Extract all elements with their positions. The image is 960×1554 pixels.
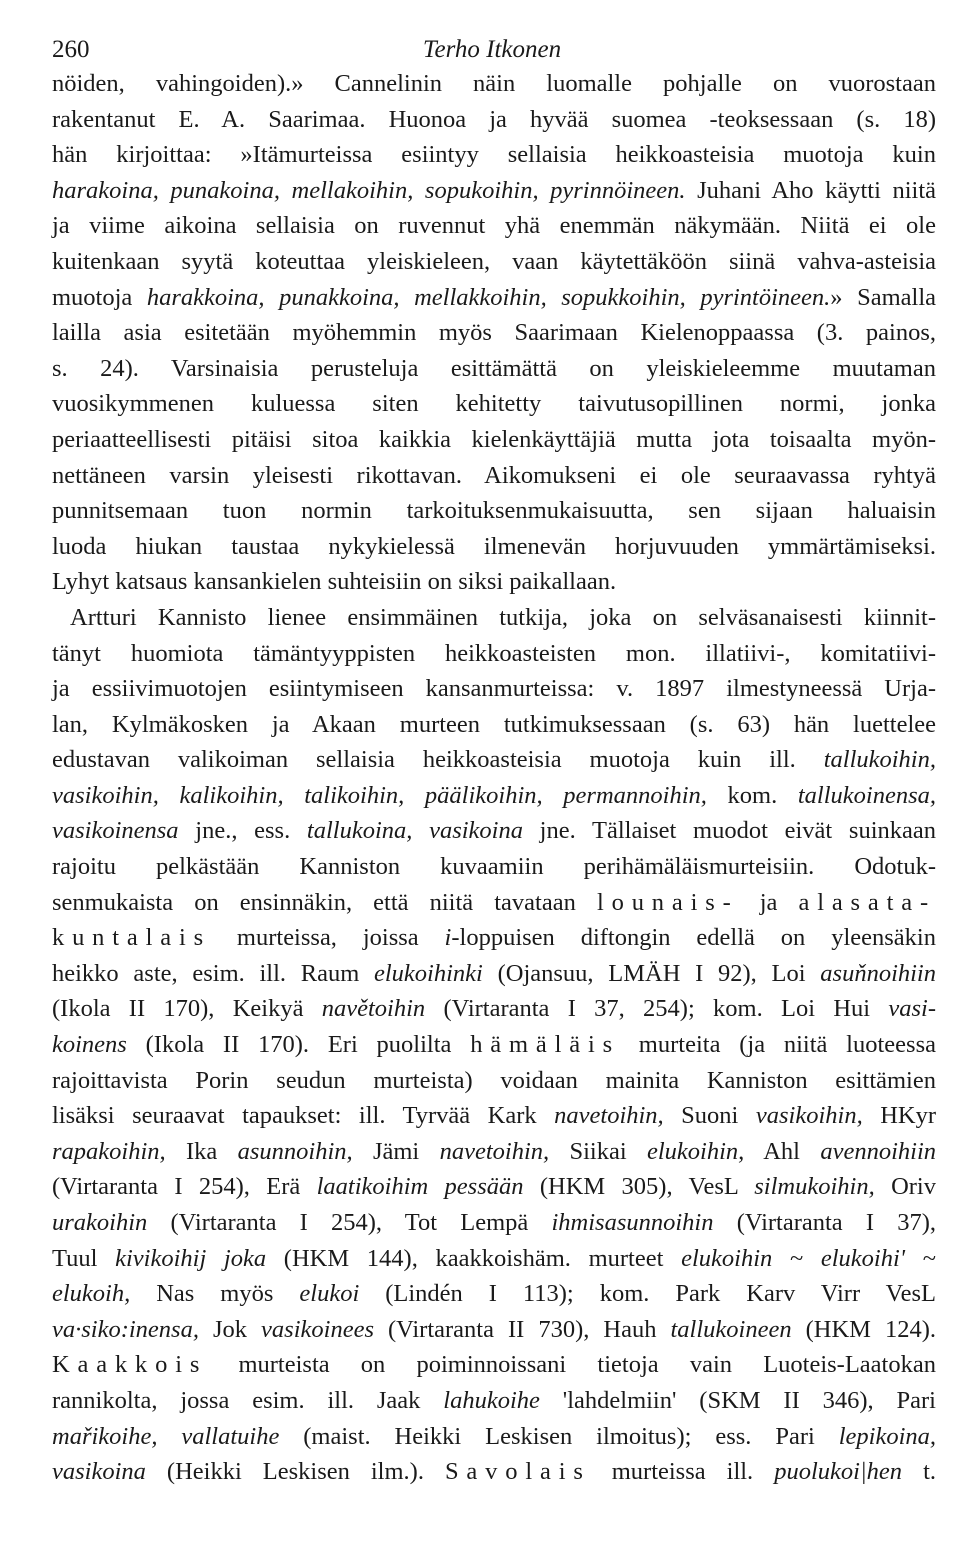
text-line <box>52 1347 936 1383</box>
italic-text: tallukoihin, <box>823 746 936 774</box>
text-segment: murteita (ja niitä luoteessa <box>620 1031 936 1059</box>
text-line <box>52 991 936 1027</box>
text-segment: (HKM 124). <box>791 1315 936 1343</box>
text-segment: rannikolta, jossa esim. ill. Jaak <box>52 1386 444 1414</box>
text-segment: (Lindén I 113); kom. Park Karv Virr VesL <box>359 1280 936 1308</box>
text-segment: 'lahdelmiin' (SKM II 346), Pari <box>539 1386 936 1414</box>
text-line <box>52 778 936 814</box>
italic-text: tallukoinensa, <box>797 781 936 809</box>
italic-text: harakkoina, punakkoina, mellakkoihin, sopukkoihin, pyrintöineen. <box>146 283 831 311</box>
text-segment: (Ojansuu, LMÄH I 92), Loi <box>482 959 821 987</box>
italic-text: elukoihin, <box>646 1137 745 1165</box>
text-segment: (Ikola II 170). Eri puolilta <box>126 1031 471 1059</box>
text-segment: HKyr <box>862 1102 936 1130</box>
text-segment: ~ <box>772 1244 821 1272</box>
text-segment: (HKM 305), VesL <box>523 1173 755 1201</box>
text-segment: Siikai <box>549 1137 647 1165</box>
text-segment: (Virtaranta I 254), Erä <box>52 1173 317 1201</box>
italic-text: lepikoina, <box>838 1422 936 1450</box>
spaced-text: Kaakkois <box>52 1351 208 1379</box>
text-segment: lailla asia esitetään myöhemmin myös Saarimaan Kielenoppaassa (3. painos, <box>52 319 936 347</box>
text-line <box>52 244 936 280</box>
text-segment: lan, Kylmäkosken ja Akaan murteen tutkimuksessaan (s. 63) hän luettelee <box>52 710 936 738</box>
text-line <box>52 173 936 209</box>
text-line <box>52 422 936 458</box>
italic-text: rapakoihin, <box>52 1137 166 1165</box>
text-line <box>52 600 936 636</box>
italic-text: asuňnoihiin <box>820 959 936 987</box>
text-segment: murteissa, joissa <box>211 924 445 952</box>
italic-text: vasikoinees <box>261 1315 374 1343</box>
spaced-text: Savolais <box>444 1458 591 1486</box>
text-line <box>52 885 936 921</box>
text-line <box>52 493 936 529</box>
text-line <box>52 849 936 885</box>
text-segment: muotoja <box>52 283 147 311</box>
italic-text: elukoi <box>299 1280 360 1308</box>
italic-text: navětoihin <box>321 995 426 1023</box>
italic-text: vasikoinensa <box>52 817 179 845</box>
text-segment: s. 24). Varsinaisia perusteluja esittämättä on yleiskieleemme muutaman <box>52 354 936 382</box>
text-segment: Lyhyt katsaus kansankielen suhteisiin on siksi paikallaan. <box>52 568 617 596</box>
text-segment: ja <box>738 888 799 916</box>
spaced-text: alasata- <box>798 888 937 916</box>
italic-text: kivikoihij joka <box>115 1244 267 1272</box>
italic-text: elukoih, <box>52 1280 131 1308</box>
italic-text: mařikoihe, vallatuihe <box>52 1422 280 1450</box>
text-segment: t. <box>902 1458 937 1486</box>
text-segment: senmukaista on ensinnäkin, että niitä tavataan <box>52 888 597 916</box>
italic-text: elukoihi' <box>820 1244 906 1272</box>
text-line <box>52 1205 936 1241</box>
italic-text: i <box>444 924 452 952</box>
text-segment: ~ <box>905 1244 936 1272</box>
text-line <box>52 1276 936 1312</box>
italic-text: navetoihin, <box>554 1102 664 1130</box>
text-segment: » Samalla <box>830 283 937 311</box>
text-segment: nettäneen varsin yleisesti rikottavan. Aikomukseni ei ole seuraavassa ryhtyä <box>52 461 936 489</box>
text-line <box>52 1383 936 1419</box>
text-line <box>52 208 936 244</box>
text-line <box>52 1063 936 1099</box>
text-segment: rajoittavista Porin seudun murteista) voidaan mainita Kanniston esittämien <box>52 1066 936 1094</box>
text-line <box>52 564 936 600</box>
text-segment: Tuul <box>52 1244 116 1272</box>
text-line <box>52 1241 936 1277</box>
spaced-text: kuntalais <box>52 924 212 952</box>
text-line <box>52 1098 936 1134</box>
text-line <box>52 315 936 351</box>
text-segment: jne. Tällaiset muodot eivät suinkaan <box>522 817 937 845</box>
text-segment: (Virtaranta I 37), <box>713 1209 937 1236</box>
text-segment: rakentanut E. A. Saarimaa. Huonoa ja hyvää suomea -teoksessaan (s. 18) <box>52 105 936 133</box>
italic-text: tallukoina, vasikoina <box>306 817 523 845</box>
text-line <box>52 636 936 672</box>
text-segment: edustavan valikoiman sellaisia heikkoasteisia muotoja kuin ill. <box>52 746 824 774</box>
text-segment: ja essiivimuotojen esiintymiseen kansanmurteissa: v. 1897 ilmestyneessä Urja- <box>52 675 936 703</box>
text-segment: luoda hiukan taustaa nykykielessä ilmenevän horjuvuuden ymmärtämiseksi. <box>52 532 936 560</box>
text-segment: Nas myös <box>130 1280 300 1308</box>
text-segment: rajoitu pelkästään Kanniston kuvaamiin perihämäläismurteisiin. Odotuk- <box>52 853 936 881</box>
text-line <box>52 1419 936 1455</box>
italic-text: laatikoihim pessään <box>316 1173 524 1201</box>
text-line <box>52 1027 936 1063</box>
text-segment: Artturi Kannisto lienee ensimmäinen tutkija, joka on selväsanaisesti kiinnit- <box>70 603 936 631</box>
text-segment: murteista on poiminnoissani tietoja vain Luoteis-Laatokan <box>207 1351 936 1379</box>
text-line <box>52 66 936 102</box>
text-segment: heikko aste, esim. ill. Raum <box>52 959 374 987</box>
italic-text: vasi- <box>888 995 936 1023</box>
text-segment: Ika <box>165 1137 238 1165</box>
text-segment: lisäksi seuraavat tapaukset: ill. Tyrvää Kark <box>52 1102 555 1130</box>
italic-text: elukoihinki <box>374 959 483 987</box>
italic-text: puolukoi|hen <box>774 1458 903 1486</box>
text-segment: Jok <box>198 1315 262 1343</box>
text-segment: ja viime aikoina sellaisia on ruvennut yhä enemmän näkymään. Niitä ei ole <box>52 212 936 240</box>
text-segment: periaatteellisesti pitäisi sitoa kaikkia kielenkäyttäjiä mutta jota toisaalta myön- <box>52 425 936 453</box>
text-line <box>52 813 936 849</box>
text-segment: Jämi <box>352 1137 440 1165</box>
text-segment: kuitenkaan syytä koteuttaa yleiskieleen, vaan käytettäköön siinä vahva-asteisia <box>52 247 936 275</box>
text-line <box>52 1169 936 1205</box>
italic-text: vasikoihin, <box>755 1102 863 1130</box>
italic-text: avennoihiin <box>820 1137 936 1165</box>
text-segment: punnitsemaan tuon normin tarkoituksenmukaisuutta, sen sijaan haluaisin <box>52 497 936 525</box>
page-number: 260 <box>52 36 90 63</box>
text-line <box>52 458 936 494</box>
text-segment: tänyt huomiota tämäntyyppisten heikkoasteisten mon. illatiivi-, komitatiivi- <box>52 639 936 667</box>
text-segment: Oriv <box>874 1173 936 1201</box>
spaced-text: hämäläis <box>470 1031 621 1059</box>
italic-text: ihmisasunnoihin <box>551 1209 714 1236</box>
text-line <box>52 102 936 138</box>
italic-text: koinens <box>52 1031 127 1059</box>
text-line <box>52 742 936 778</box>
text-line <box>52 1454 936 1490</box>
running-head: Terho Itkonen <box>422 36 562 63</box>
text-segment: (HKM 144), kaakkoishäm. murteet <box>266 1244 682 1272</box>
text-segment: vuosikymmenen kuluessa siten kehitetty taivutusopillinen normi, jonka <box>52 390 936 418</box>
text-segment: kom. <box>706 781 798 809</box>
text-segment: murteissa ill. <box>590 1458 775 1486</box>
italic-text: vasikoina <box>52 1458 146 1486</box>
text-segment: jne., ess. <box>178 817 307 845</box>
italic-text: elukoihin <box>681 1244 773 1272</box>
text-line <box>52 529 936 565</box>
text-segment: (Virtaranta II 730), Hauh <box>373 1315 671 1343</box>
text-line <box>52 386 936 422</box>
text-line <box>52 280 936 316</box>
body-text <box>52 66 936 1490</box>
text-line <box>52 351 936 387</box>
text-line <box>52 956 936 992</box>
text-segment: Ahl <box>744 1137 821 1165</box>
text-line <box>52 671 936 707</box>
italic-text: silmukoihin, <box>754 1173 875 1201</box>
text-segment: Suoni <box>663 1102 756 1130</box>
text-segment: -loppuisen diftongin edellä on yleensäkin <box>451 924 936 952</box>
italic-text: urakoihin <box>52 1209 148 1236</box>
italic-text: harakoina, punakoina, mellakoihin, sopukoihin, pyrinnöineen. <box>52 176 686 204</box>
italic-text: asunnoihin, <box>237 1137 353 1165</box>
spaced-text: lounais- <box>596 888 739 916</box>
text-segment: nöiden, vahingoiden).» Cannelinin näin luomalle pohjalle on vuorostaan <box>52 70 936 97</box>
text-segment: (maist. Heikki Leskisen ilmoitus); ess. Pari <box>279 1422 839 1450</box>
text-segment: (Heikki Leskisen ilm.). <box>145 1458 445 1486</box>
text-segment: hän kirjoittaa: »Itämurteissa esiintyy sellaisia heikkoasteisia muotoja kuin <box>52 141 936 169</box>
text-segment: (Virtaranta I 254), Tot Lempä <box>147 1209 552 1236</box>
text-line <box>52 920 936 956</box>
italic-text: vasikoihin, kalikoihin, talikoihin, päälikoihin, permannoihin, <box>52 781 707 809</box>
text-line <box>52 1312 936 1348</box>
italic-text: va·siko:inensa, <box>52 1315 199 1343</box>
italic-text: tallukoineen <box>670 1315 792 1343</box>
italic-text: lahukoihe <box>443 1386 540 1414</box>
text-segment: (Virtaranta I 37, 254); kom. Loi Hui <box>425 995 889 1023</box>
text-segment: Juhani Aho käytti niitä <box>685 176 936 204</box>
text-segment: (Ikola II 170), Keikyä <box>52 995 322 1023</box>
text-line <box>52 707 936 743</box>
text-line <box>52 137 936 173</box>
text-line <box>52 1134 936 1170</box>
italic-text: navetoihin, <box>439 1137 550 1165</box>
